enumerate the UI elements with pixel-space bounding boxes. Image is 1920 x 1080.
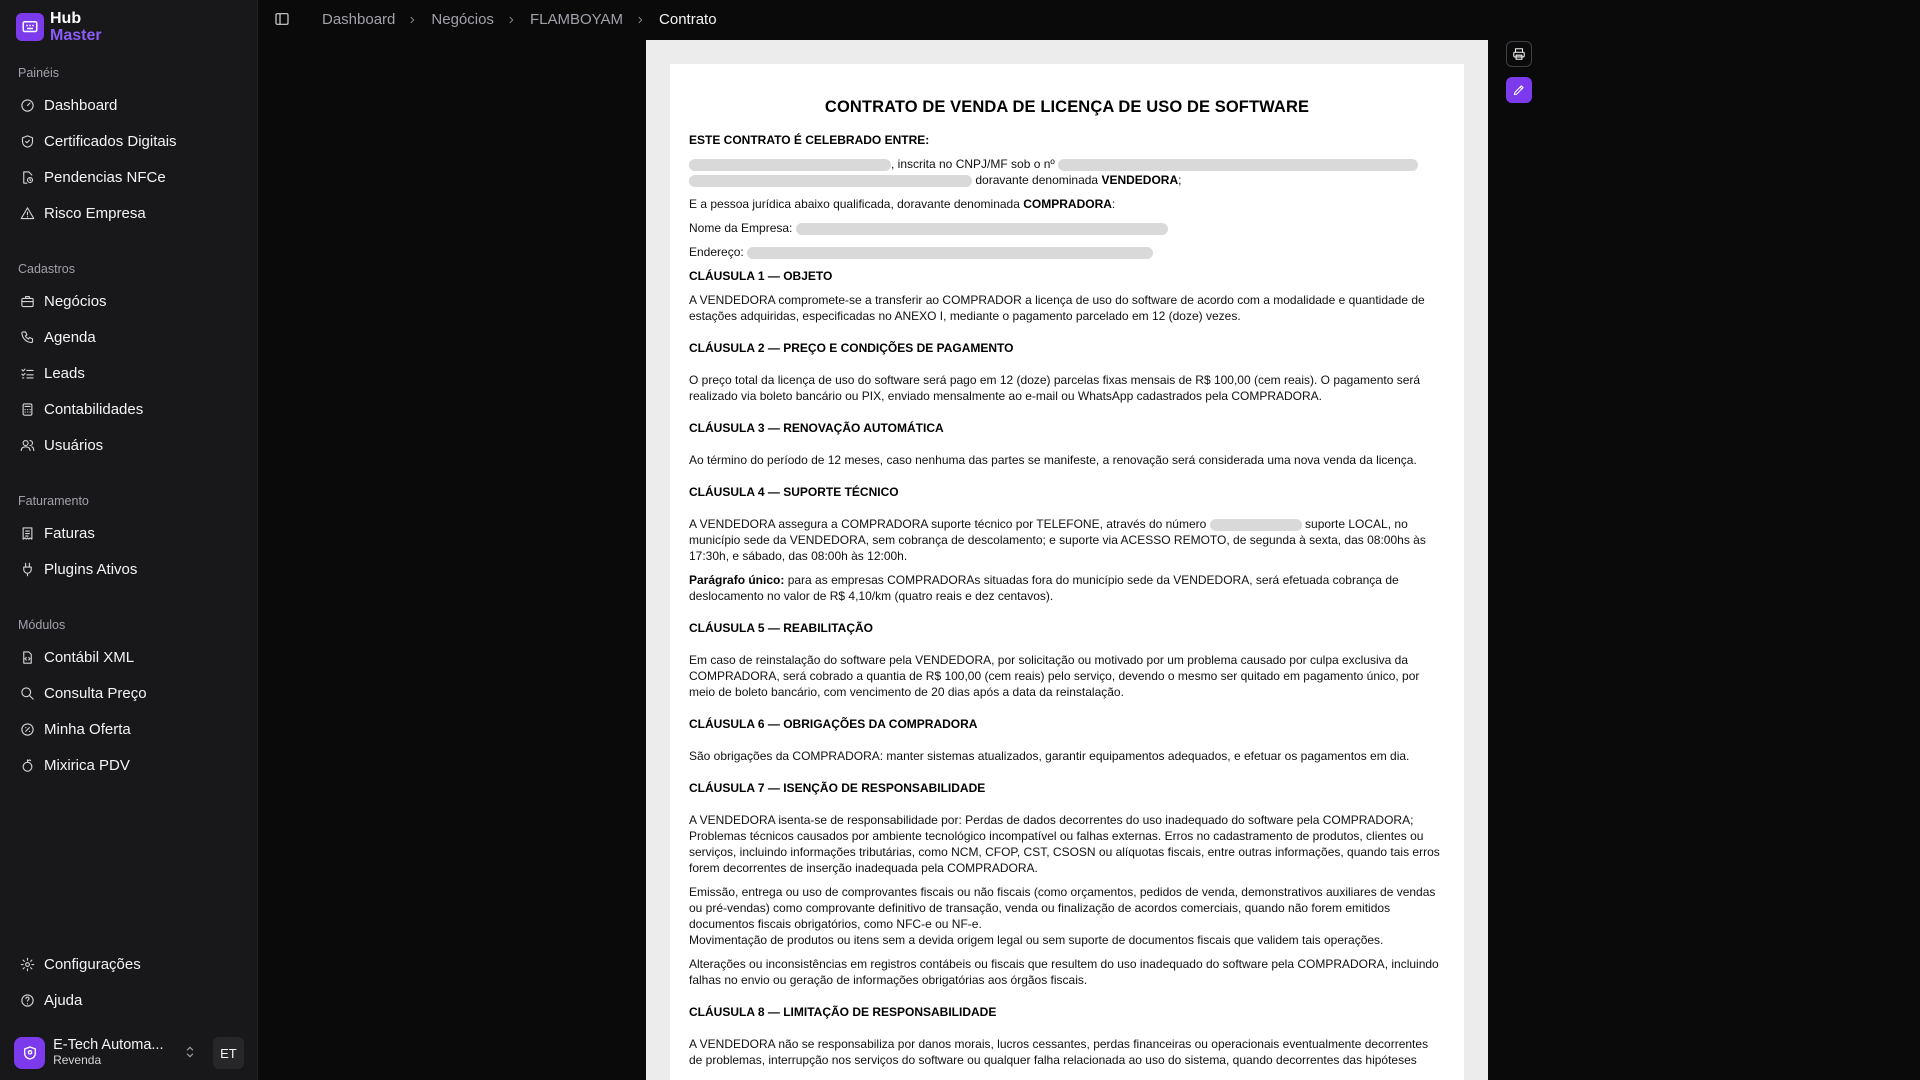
fruit-icon xyxy=(18,756,36,774)
list-checks-icon xyxy=(18,364,36,382)
panel-left-icon xyxy=(274,11,290,27)
redacted-address xyxy=(747,247,1153,259)
plug-icon xyxy=(18,560,36,578)
nav-group-cadastros: Cadastros xyxy=(18,262,75,276)
buyer-line: E a pessoa jurídica abaixo qualificada, doravante denominada COMPRADORA: xyxy=(689,197,1116,211)
sidebar-item-agenda[interactable] xyxy=(16,321,242,353)
sidebar-item-label: Configurações xyxy=(44,955,141,973)
redacted-vendor-cnpj xyxy=(1058,159,1418,171)
clause-7-title: CLÁUSULA 7 — ISENÇÃO DE RESPONSABILIDADE xyxy=(689,781,986,795)
sidebar-item-label: Contábil XML xyxy=(44,648,135,666)
nav-group-paineis: Painéis xyxy=(18,66,59,80)
breadcrumb-dashboard[interactable]: Dashboard xyxy=(322,11,396,28)
clause-3-title: CLÁUSULA 3 — RENOVAÇÃO AUTOMÁTICA xyxy=(689,421,944,435)
clause-1-text: A VENDEDORA compromete-se a transferir ao COMPRADOR a licença de uso do software de acordo com a modalidade e quantidade de estações adquiridas, especificadas no ANEXO I, mediante o pagamento parcelado em 12 (doze) vezes. xyxy=(689,293,1425,323)
file-code-icon xyxy=(18,648,36,666)
clause-4-paragraph: Parágrafo único: para as empresas COMPRADORAs situadas fora do município sede da VENDEDORA, será efetuada cobrança de deslocamento no valor de R$ 4,10/km (quatro reais e dez centavos). xyxy=(689,573,1399,603)
clause-6-title: CLÁUSULA 6 — OBRIGAÇÕES DA COMPRADORA xyxy=(689,717,978,731)
sidebar-item-pendencias[interactable] xyxy=(16,161,242,193)
clause-3-text: Ao término do período de 12 meses, caso nenhuma das partes se manifeste, a renovação será considerada uma nova venda da licença. xyxy=(689,453,1417,467)
clause-2-text: O preço total da licença de uso do software será pago em 12 (doze) parcelas fixas mensais de R$ 100,00 (cem reais). O pagamento será realizado via boleto bancário ou PIX, enviado mensalmente ao e-mail ou WhatsApp cadastrados pela COMPRADORA. xyxy=(689,373,1421,403)
sidebar-item-faturas[interactable] xyxy=(16,517,242,549)
sidebar-item-contabil-xml[interactable] xyxy=(16,641,242,673)
sidebar-item-label: Risco Empresa xyxy=(44,204,146,222)
chevron-right-icon xyxy=(635,14,647,26)
chevron-right-icon xyxy=(407,14,419,26)
clause-5-title: CLÁUSULA 5 — REABILITAÇÃO xyxy=(689,621,873,635)
sidebar-item-leads[interactable] xyxy=(16,357,242,389)
sidebar-item-minha-oferta[interactable] xyxy=(16,713,242,745)
clause-7-text-d: Alterações ou inconsistências em registros contábeis ou fiscais que resultem do uso inadequado do software pela COMPRADORA, incluindo falhas no envio ou geração de informações obrigatórias aos órgãos fiscais. xyxy=(689,957,1439,987)
clause-7-text-b: Emissão, entrega ou uso de comprovantes fiscais ou não fiscais (como orçamentos, pedidos de venda, demonstrativos auxiliares de vendas ou pré-vendas) como comprovante definitivo de transação, venda ou finalização de acordos comerciais, quando não forem emitidos documentos fiscais obrigatórios, como NFC-e ou NF-e. xyxy=(689,885,1436,931)
clause-7-text-a: A VENDEDORA isenta-se de responsabilidade por: Perdas de dados decorrentes do uso inadequado do software pela COMPRADORA; Problemas técnicos causados por ambiente tecnológico incompatível ou falhas externas. Erros no cadastramento de produtos, clientes ou serviços, incluindo informações tributárias, como NCM, CFOP, CST, CSOSN ou alíquotas fiscais, entre outras informações, quando tais erros forem decorrentes de inserção inadequada pela COMPRADORA. xyxy=(689,813,1440,875)
search-icon xyxy=(18,684,36,702)
logo-text-hub: Hub xyxy=(50,10,82,27)
redacted-phone xyxy=(1210,519,1302,531)
clause-2-title: CLÁUSULA 2 — PREÇO E CONDIÇÕES DE PAGAMENTO xyxy=(689,341,1014,355)
print-button[interactable] xyxy=(1506,41,1532,67)
sidebar-item-dashboard[interactable] xyxy=(16,89,242,121)
clause-7-text-c: Movimentação de produtos ou itens sem a devida origem legal ou sem suporte de documentos fiscais que validem tais operações. xyxy=(689,933,1384,947)
sidebar-item-certificados[interactable] xyxy=(16,125,242,157)
sidebar-item-label: Pendencias NFCe xyxy=(44,168,166,186)
sidebar-item-label: Mixirica PDV xyxy=(44,756,130,774)
clause-8-text: A VENDEDORA não se responsabiliza por danos morais, lucros cessantes, perdas financeiras ou operacionais eventualmente decorrentes de problemas, interrupção nos serviços do software ou qualquer falha relacionada ao uso do sistema, quando decorrentes das hipóteses xyxy=(689,1037,1429,1067)
clause-5-text: Em caso de reinstalação do software pela VENDEDORA, por solicitação ou motivado por um problema causado por culpa exclusiva da COMPRADORA, será cobrado a quantia de R$ 100,00 (cem reais) pelo serviço, devendo o mesmo ser quitado em pagamento único, por meio de boleto bancário, com vencimento de 20 dias após a data da reinstalação. xyxy=(689,653,1420,699)
sidebar-item-label: Minha Oferta xyxy=(44,720,131,738)
address-line: Endereço: xyxy=(689,244,1446,260)
clause-6-text: São obrigações da COMPRADORA: manter sistemas atualizados, garantir equipamentos adequados, e efetuar os pagamentos em dia. xyxy=(689,749,1410,763)
sidebar-item-mixirica[interactable] xyxy=(16,749,242,781)
shield-icon xyxy=(18,132,36,150)
gear-icon xyxy=(18,955,36,973)
sidebar-item-consulta-preco[interactable] xyxy=(16,677,242,709)
sidebar-item-label: Faturas xyxy=(44,524,95,542)
sidebar-toggle-button[interactable] xyxy=(274,11,290,27)
sidebar-item-label: Consulta Preço xyxy=(44,684,147,702)
account-switcher[interactable] xyxy=(14,1036,244,1070)
sidebar-item-label: Negócios xyxy=(44,292,107,310)
clause-8-title: CLÁUSULA 8 — LIMITAÇÃO DE RESPONSABILIDADE xyxy=(689,1005,997,1019)
breadcrumb-current: Contrato xyxy=(659,11,717,28)
chevron-right-icon xyxy=(506,14,518,26)
gauge-icon xyxy=(18,96,36,114)
sidebar-item-ajuda[interactable] xyxy=(16,984,242,1016)
phone-icon xyxy=(18,328,36,346)
sidebar-item-label: Usuários xyxy=(44,436,104,454)
redacted-vendor-address xyxy=(689,175,972,187)
sidebar-item-label: Leads xyxy=(44,364,85,382)
user-avatar[interactable]: ET xyxy=(213,1037,244,1069)
sidebar-item-risco[interactable] xyxy=(16,197,242,229)
printer-icon xyxy=(1512,47,1526,61)
document-actions xyxy=(1506,41,1532,113)
company-name-line: Nome da Empresa: xyxy=(689,220,1446,236)
sidebar-item-label: Ajuda xyxy=(44,991,83,1009)
receipt-icon xyxy=(18,524,36,542)
vendor-line-1: , inscrita no CNPJ/MF sob o nº xyxy=(689,156,1446,172)
clause-1-title: CLÁUSULA 1 — OBJETO xyxy=(689,269,833,283)
pencil-icon xyxy=(1512,83,1526,97)
clause-4-text: A VENDEDORA assegura a COMPRADORA suporte técnico por TELEFONE, através do número suporte LOCAL, no município sede da VENDEDORA, sem cobrança de descolamento; e suporte via ACESSO REMOTO, de segunda à sexta, das 08:00hs às 17:30h, e sábado, das 08:00h às 12:00h. xyxy=(689,517,1426,563)
nav-group-modulos: Módulos xyxy=(18,618,66,632)
chevrons-up-down-icon xyxy=(183,1045,199,1061)
account-role: Revenda xyxy=(53,1053,102,1067)
calculator-icon xyxy=(18,400,36,418)
briefcase-icon xyxy=(18,292,36,310)
document-viewer[interactable] xyxy=(646,40,1488,1080)
account-name: E-Tech Automa... xyxy=(53,1038,164,1053)
vendor-line-2: doravante denominada VENDEDORA; xyxy=(689,172,1446,188)
sidebar-item-label: Contabilidades xyxy=(44,400,144,418)
breadcrumb-negocios[interactable]: Negócios xyxy=(431,11,494,28)
account-avatar xyxy=(14,1037,45,1069)
redacted-vendor-name xyxy=(689,159,891,171)
alert-triangle-icon xyxy=(18,204,36,222)
contract-page xyxy=(670,64,1464,1080)
edit-button[interactable] xyxy=(1506,77,1532,103)
help-circle-icon xyxy=(18,991,36,1009)
app-logo[interactable] xyxy=(16,10,102,44)
logo-text-master: Master xyxy=(50,27,102,44)
sidebar-item-label: Certificados Digitais xyxy=(44,132,177,150)
intro-heading: ESTE CONTRATO É CELEBRADO ENTRE: xyxy=(689,133,930,147)
logo-icon xyxy=(16,13,44,41)
sidebar-item-negocios[interactable] xyxy=(16,285,242,317)
sidebar-item-label: Agenda xyxy=(44,328,96,346)
sidebar-item-contabilidades[interactable] xyxy=(16,393,242,425)
badge-percent-icon xyxy=(18,720,36,738)
clause-4-title: CLÁUSULA 4 — SUPORTE TÉCNICO xyxy=(689,485,899,499)
file-clock-icon xyxy=(18,168,36,186)
breadcrumb xyxy=(322,11,717,28)
redacted-company-name xyxy=(796,223,1168,235)
sidebar-item-configuracoes[interactable] xyxy=(16,948,242,980)
sidebar-item-plugins[interactable] xyxy=(16,553,242,585)
sidebar xyxy=(0,0,258,1080)
sidebar-item-usuarios[interactable] xyxy=(16,429,242,461)
nav-group-faturamento: Faturamento xyxy=(18,494,89,508)
breadcrumb-client[interactable]: FLAMBOYAM xyxy=(529,11,624,28)
sidebar-item-label: Dashboard xyxy=(44,96,118,114)
sidebar-item-label: Plugins Ativos xyxy=(44,560,138,578)
users-icon xyxy=(18,436,36,454)
contract-title: CONTRATO DE VENDA DE LICENÇA DE USO DE SOFTWARE xyxy=(824,98,1310,116)
